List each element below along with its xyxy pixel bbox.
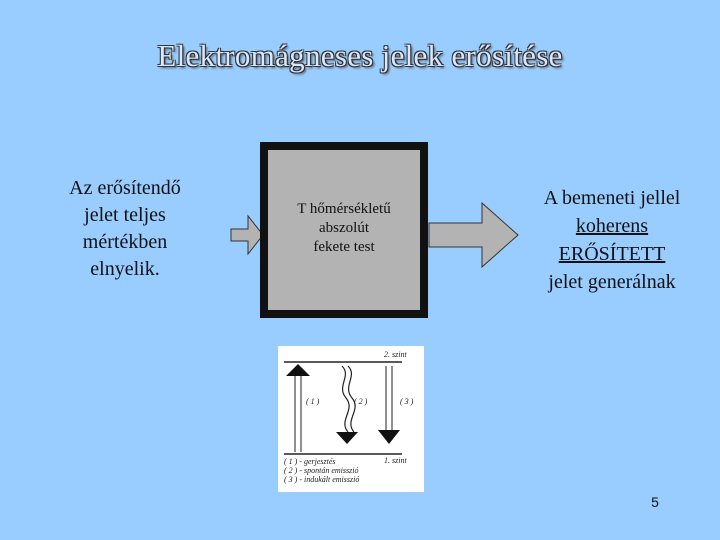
energy-level-diagram bbox=[278, 346, 424, 492]
left-text-line-2: jelet teljes bbox=[84, 204, 166, 226]
black-body-label bbox=[268, 200, 420, 257]
right-text-line-1: A bemeneti jellel bbox=[543, 187, 681, 209]
box-text-line-1: T hőmérsékletű bbox=[297, 201, 391, 217]
left-description bbox=[40, 175, 210, 283]
box-text-line-3: fekete test bbox=[313, 239, 375, 255]
process-label-2: ( 2 ) bbox=[354, 397, 368, 406]
right-text-line-4: jelet generálnak bbox=[548, 271, 676, 293]
excitation-arrow-icon bbox=[286, 364, 310, 452]
left-text-line-3: mértékben bbox=[82, 231, 168, 253]
right-description bbox=[512, 184, 712, 296]
energy-level-svg bbox=[278, 346, 424, 492]
input-arrow-icon bbox=[230, 212, 264, 258]
legend-item-2: ( 2 ) - spontán emisszió bbox=[284, 466, 359, 475]
left-text-line-1: Az erősítendő bbox=[69, 177, 181, 199]
stimulated-emission-arrow-icon bbox=[378, 366, 400, 444]
output-arrow-icon bbox=[428, 200, 520, 270]
process-label-3: ( 3 ) bbox=[400, 397, 414, 406]
box-text-line-2: abszolút bbox=[319, 220, 369, 236]
legend-item-3: ( 3 ) - indukált emisszió bbox=[284, 475, 360, 484]
right-text-amplified: ERŐSÍTETT bbox=[558, 243, 666, 265]
process-label-1: ( 1 ) bbox=[306, 397, 320, 406]
lower-level-label: 1. szint bbox=[384, 456, 407, 465]
slide-title: Elektromágneses jelek erősítése bbox=[157, 38, 563, 73]
upper-level-label: 2. szint bbox=[384, 350, 407, 359]
left-text-line-4: elnyelik. bbox=[90, 258, 160, 280]
page-number: 5 bbox=[651, 494, 659, 510]
right-text-coherent: koherens bbox=[575, 215, 649, 237]
legend-item-1: ( 1 ) - gerjesztés bbox=[284, 457, 336, 466]
